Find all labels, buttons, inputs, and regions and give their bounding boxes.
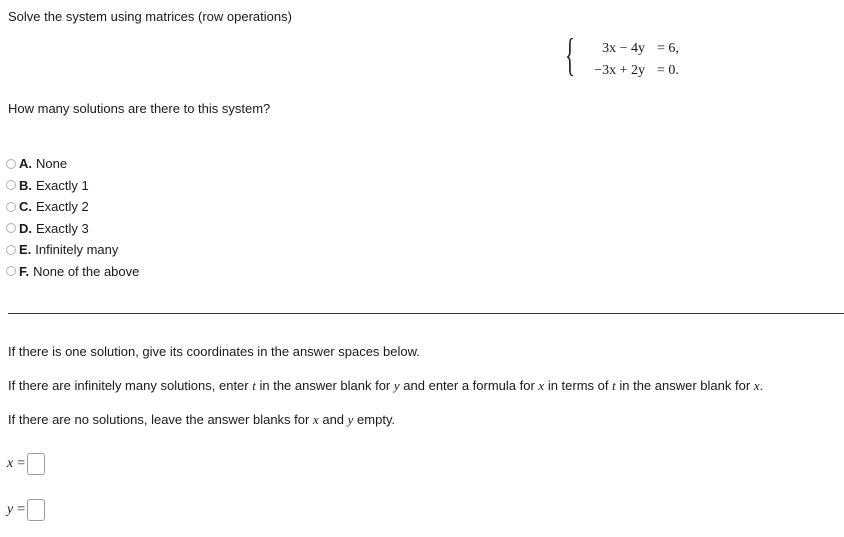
option-label: Exactly 2	[36, 199, 89, 215]
math-x: x	[753, 378, 760, 393]
equals-sign: =	[17, 502, 26, 517]
instruction-text: and	[318, 412, 348, 427]
option-label: Exactly 1	[36, 177, 89, 193]
radio-button[interactable]	[6, 266, 16, 276]
radio-button[interactable]	[6, 159, 16, 169]
option-label: Exactly 3	[36, 220, 89, 236]
equation-2-lhs: −3x + 2y	[594, 63, 645, 78]
left-brace: {	[565, 29, 575, 80]
option-label: None of the above	[33, 263, 140, 279]
section-divider	[8, 313, 844, 314]
solution-count-options	[6, 153, 139, 282]
option-letter: A.	[19, 156, 32, 172]
instruction-text: .	[759, 378, 764, 393]
problem-title: Solve the system using matrices (row operations)	[8, 9, 292, 24]
option-a[interactable]	[6, 153, 139, 175]
math-x: x	[312, 412, 319, 427]
radio-button[interactable]	[6, 223, 16, 233]
equation-2	[575, 63, 679, 83]
question-text: How many solutions are there to this system?	[8, 101, 271, 116]
math-y: y	[347, 412, 354, 427]
radio-button[interactable]	[6, 180, 16, 190]
answer-x-input[interactable]	[27, 453, 45, 475]
answer-y-label: y	[7, 502, 14, 517]
instruction-infinite-solutions	[8, 378, 763, 394]
instruction-no-solutions	[8, 412, 395, 428]
option-b[interactable]	[6, 175, 139, 197]
answer-y-input[interactable]	[27, 499, 45, 521]
answer-y-row	[7, 499, 45, 521]
equation-system	[565, 29, 705, 86]
equation-1	[575, 41, 679, 61]
radio-button[interactable]	[6, 245, 16, 255]
answer-x-row	[7, 453, 45, 475]
answer-x-label: x	[7, 456, 14, 471]
option-f[interactable]	[6, 261, 139, 283]
option-letter: E.	[19, 242, 32, 258]
equation-2-rhs: = 0.	[657, 63, 679, 78]
instruction-text: If there are infinitely many solutions, enter	[8, 378, 253, 393]
option-letter: B.	[19, 177, 32, 193]
option-letter: F.	[19, 263, 30, 279]
option-letter: C.	[19, 199, 32, 215]
option-d[interactable]	[6, 218, 139, 240]
instruction-text: in the answer blank for	[255, 378, 394, 393]
instruction-one-solution: If there is one solution, give its coordinates in the answer spaces below.	[8, 344, 420, 359]
option-letter: D.	[19, 220, 32, 236]
radio-button[interactable]	[6, 202, 16, 212]
equals-sign: =	[17, 456, 26, 471]
equation-1-rhs: = 6,	[657, 41, 679, 56]
math-t: t	[612, 378, 616, 393]
option-c[interactable]	[6, 196, 139, 218]
option-e[interactable]	[6, 239, 139, 261]
equation-1-lhs: 3x − 4y	[602, 41, 645, 56]
instruction-text: If there are no solutions, leave the answer blanks for	[8, 412, 313, 427]
option-label: Infinitely many	[35, 242, 119, 258]
option-label: None	[36, 156, 68, 172]
math-x: x	[538, 378, 545, 393]
instruction-text: empty.	[353, 412, 396, 427]
math-y: y	[393, 378, 400, 393]
instruction-text: and enter a formula for	[399, 378, 539, 393]
instruction-text: in the answer blank for	[615, 378, 754, 393]
instruction-text: in terms of	[544, 378, 613, 393]
math-t: t	[252, 378, 256, 393]
